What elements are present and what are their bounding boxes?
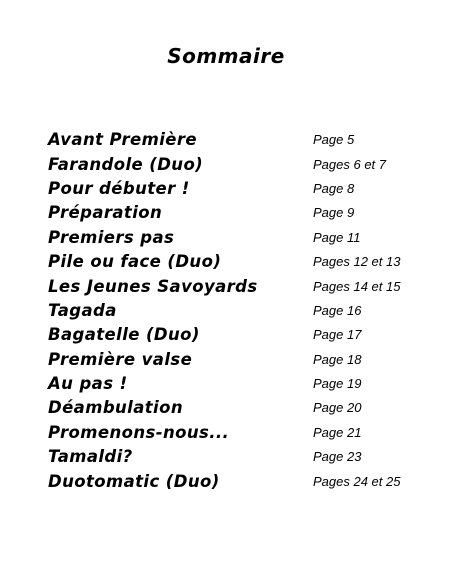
toc-entry-pages: Page 9 [313,205,355,221]
toc-entry [48,396,428,420]
toc-entry-title: Duotomatic (Duo) [48,471,220,491]
toc-entry [48,201,428,225]
toc-entry-title: Promenons-nous... [48,422,230,442]
toc-entry-pages: Pages 6 et 7 [313,156,386,172]
toc-entry-title: Farandole (Duo) [48,154,204,174]
toc-entry-pages: Page 19 [313,376,362,392]
toc-entry-title: Tagada [48,300,117,320]
toc-entry-title: Tamaldi? [48,447,133,467]
toc-entry-title: Les Jeunes Savoyards [48,276,258,296]
toc-entry-pages: Pages 12 et 13 [313,254,401,270]
toc-entry-title: Pour débuter ! [48,178,190,198]
toc-entry [48,445,428,469]
toc-entry-pages: Pages 24 et 25 [313,473,401,489]
toc-entry-title: Première valse [48,349,193,369]
toc-entry-title: Bagatelle (Duo) [48,325,200,345]
table-of-contents [48,128,428,494]
toc-entry-pages: Page 16 [313,302,362,318]
toc-entry-pages: Page 8 [313,180,355,196]
toc-entry [48,323,428,347]
toc-entry-pages: Page 5 [313,132,355,148]
toc-entry [48,250,428,274]
toc-entry-title: Au pas ! [48,374,128,394]
toc-entry-pages: Page 21 [313,424,362,440]
toc-entry [48,128,428,152]
toc-entry-title: Préparation [48,203,163,223]
toc-entry-pages: Page 17 [313,327,362,343]
toc-entry [48,177,428,201]
toc-entry [48,421,428,445]
toc-entry [48,372,428,396]
toc-entry-title: Avant Première [48,130,198,150]
toc-entry-pages: Pages 14 et 15 [313,278,401,294]
toc-entry-pages: Page 18 [313,351,362,367]
toc-entry [48,299,428,323]
page-title: Sommaire [167,44,285,68]
toc-entry [48,274,428,298]
toc-entry-pages: Page 23 [313,449,362,465]
toc-entry-title: Déambulation [48,398,183,418]
toc-entry-pages: Page 20 [313,400,362,416]
toc-entry [48,348,428,372]
toc-entry-pages: Page 11 [313,229,361,245]
toc-entry [48,226,428,250]
toc-entry-title: Premiers pas [48,227,175,247]
toc-entry [48,469,428,493]
toc-entry-title: Pile ou face (Duo) [48,252,222,272]
toc-entry [48,152,428,176]
